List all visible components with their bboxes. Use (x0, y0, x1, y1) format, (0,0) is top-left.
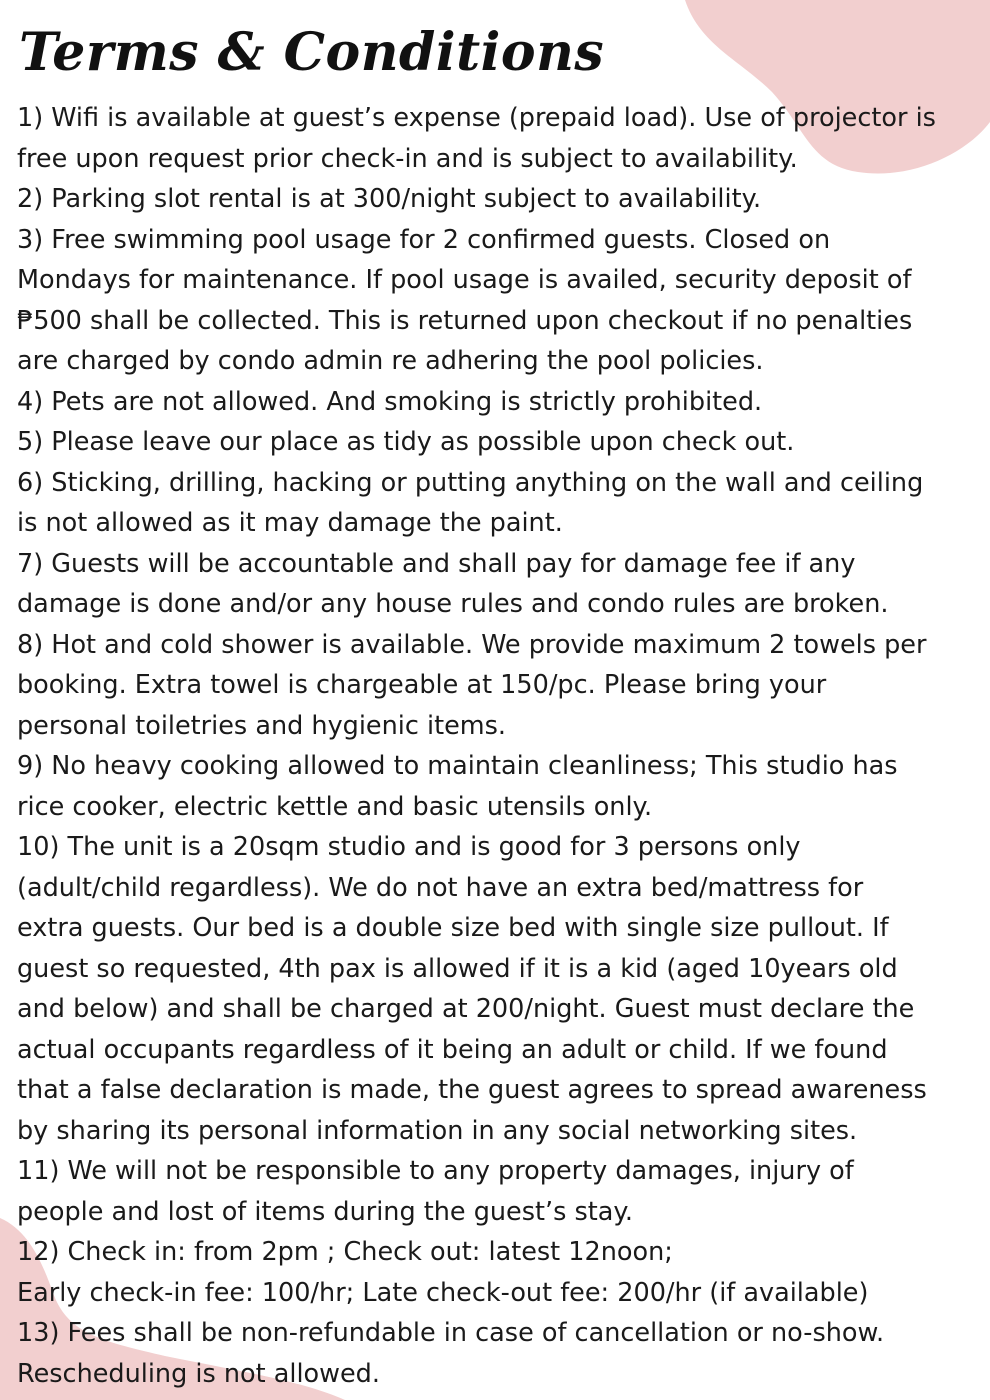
rule-item-9: 9) No heavy cooking allowed to maintain cleanliness; This studio has rice cooker, electric kettle and basic utensils only. (17, 751, 898, 822)
rule-item-11: 11) We will not be responsible to any property damages, injury of people and lost of items during the guest’s stay. (17, 1156, 854, 1227)
rule-item-13: 13) Fees shall be non-refundable in case of cancellation or no-show. Rescheduling is not allowed. (17, 1318, 885, 1389)
rule-item-3: 3) Free swimming pool usage for 2 confirmed guests. Closed on Mondays for maintenance. If pool usage is availed, security deposit of ₱500 shall be collected. This is returned upon checkout if no penalties are charged by condo admin re adhering the pool policies. (17, 224, 913, 376)
rule-item-1: 1) Wifi is available at guest’s expense (prepaid load). Use of projector is free upon request prior check-in and is subject to availability. (17, 103, 936, 174)
rule-item-8: 8) Hot and cold shower is available. We provide maximum 2 towels per booking. Extra towel is chargeable at 150/pc. Please bring your personal toiletries and hygienic items. (17, 629, 927, 741)
rule-item-7: 7) Guests will be accountable and shall pay for damage fee if any damage is done and/or any house rules and condo rules are broken. (17, 548, 889, 619)
rule-item-10: 10) The unit is a 20sqm studio and is good for 3 persons only (adult/child regardless). We do not have an extra bed/mattress for extra guests. Our bed is a double size bed with single size pullout. If guest so requested, 4th pax is allowed if it is a kid (aged 10years old and below) and shall be charged at 200/night. Guest must declare the actual occupants regardless of it being an adult or child. If we found that a false declaration is made, the guest agrees to spread awareness by sharing its personal information in any social networking sites. (17, 832, 927, 1146)
page-title: Terms & Conditions (19, 22, 605, 83)
rule-item-12: 12) Check in: from 2pm ; Check out: latest 12noon; Early check-in fee: 100/hr; Late check-out fee: 200/hr (if available) (17, 1237, 869, 1308)
rule-item-5: 5) Please leave our place as tidy as possible upon check out. (17, 427, 795, 457)
rules-list (17, 98, 972, 1394)
rule-item-6: 6) Sticking, drilling, hacking or putting anything on the wall and ceiling is not allowed as it may damage the paint. (17, 467, 924, 538)
rule-item-2: 2) Parking slot rental is at 300/night subject to availability. (17, 184, 762, 214)
rule-item-4: 4) Pets are not allowed. And smoking is strictly prohibited. (17, 386, 763, 417)
